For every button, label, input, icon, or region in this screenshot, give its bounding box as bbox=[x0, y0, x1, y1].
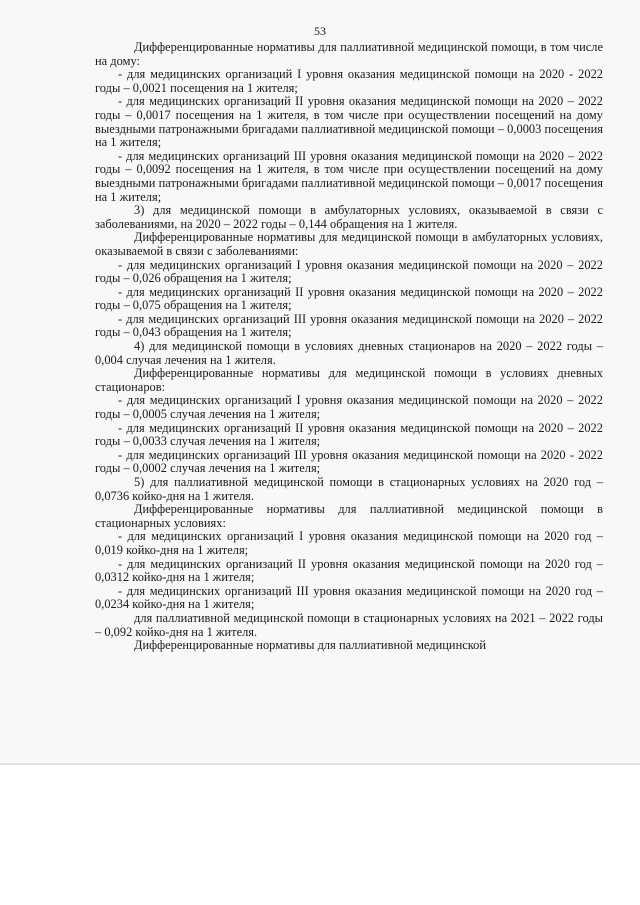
page-bottom-margin bbox=[0, 765, 640, 905]
paragraph: - для медицинских организаций I уровня оказания медицинской помощи на 2020 – 2022 годы – 0,0005 случая лечения на 1 жителя; bbox=[95, 393, 603, 422]
paragraph: Дифференцированные нормативы для паллиативной медицинской bbox=[134, 638, 487, 653]
paragraph: - для медицинских организаций III уровня оказания медицинской помощи на 2020 – 2022 годы – 0,043 обращения на 1 жителя; bbox=[95, 311, 603, 340]
paragraph: 3) для медицинской помощи в амбулаторных условиях, оказываемой в связи с заболеваниями, на 2020 – 2022 годы – 0,144 обращения на 1 жителя. bbox=[95, 203, 603, 231]
paragraph: - для медицинских организаций III уровня оказания медицинской помощи на 2020 - 2022 годы – 0,0002 случая лечения на 1 жителя; bbox=[95, 447, 603, 476]
paragraph: - для медицинских организаций II уровня оказания медицинской помощи на 2020 год – 0,0312 койко-дня на 1 жителя; bbox=[95, 556, 603, 585]
page-number: 53 bbox=[314, 24, 326, 38]
paragraph: - для медицинских организаций I уровня оказания медицинской помощи на 2020 год – 0,019 койко-дня на 1 жителя; bbox=[95, 529, 603, 557]
paragraph: Дифференцированные нормативы для медицинской помощи в условиях дневных стационаров: bbox=[95, 366, 603, 394]
paragraph: 4) для медицинской помощи в условиях дневных стационаров на 2020 – 2022 годы – 0,004 случая лечения на 1 жителя. bbox=[95, 339, 603, 367]
paragraph: - для медицинских организаций II уровня оказания медицинской помощи на 2020 – 2022 годы – 0,0017 посещения на 1 жителя, в том числе при осуществлении посещений на дому выездными патронажными бригадами паллиативной медицинской помощи – 0,0003 посещения на 1 жителя; bbox=[95, 94, 603, 150]
paragraph: Дифференцированные нормативы для медицинской помощи в амбулаторных условиях, оказываемой в связи с заболеваниями: bbox=[95, 230, 603, 258]
paragraph: 5) для паллиативной медицинской помощи в стационарных условиях на 2020 год – 0,0736 койко-дня на 1 жителя. bbox=[95, 475, 603, 503]
paragraph: Дифференцированные нормативы для паллиативной медицинской помощи, в том числе на дому: bbox=[95, 40, 603, 68]
paragraph: - для медицинских организаций II уровня оказания медицинской помощи на 2020 – 2022 годы – 0,0033 случая лечения на 1 жителя; bbox=[95, 420, 603, 449]
paragraph: - для медицинских организаций II уровня оказания медицинской помощи на 2020 – 2022 годы – 0,075 обращения на 1 жителя; bbox=[95, 284, 603, 313]
paragraph: - для медицинских организаций I уровня оказания медицинской помощи на 2020 - 2022 годы – 0,0021 посещения на 1 жителя; bbox=[95, 67, 603, 95]
paragraph: - для медицинских организаций I уровня оказания медицинской помощи на 2020 – 2022 годы – 0,026 обращения на 1 жителя; bbox=[95, 257, 603, 286]
document-body bbox=[95, 41, 603, 653]
paragraph: Дифференцированные нормативы для паллиативной медицинской помощи в стационарных условиях: bbox=[95, 502, 603, 530]
paragraph: - для медицинских организаций III уровня оказания медицинской помощи на 2020 – 2022 годы – 0,0092 посещения на 1 жителя, в том числе при осуществлении посещений на дому выездными патронажными бригадами паллиативной медицинской помощи – 0,0017 посещения на 1 жителя; bbox=[95, 148, 603, 204]
paragraph: для паллиативной медицинской помощи в стационарных условиях на 2021 – 2022 годы – 0,092 койко-дня на 1 жителя. bbox=[95, 610, 603, 639]
paragraph: - для медицинских организаций III уровня оказания медицинской помощи на 2020 год – 0,0234 койко-дня на 1 жителя; bbox=[95, 583, 603, 612]
